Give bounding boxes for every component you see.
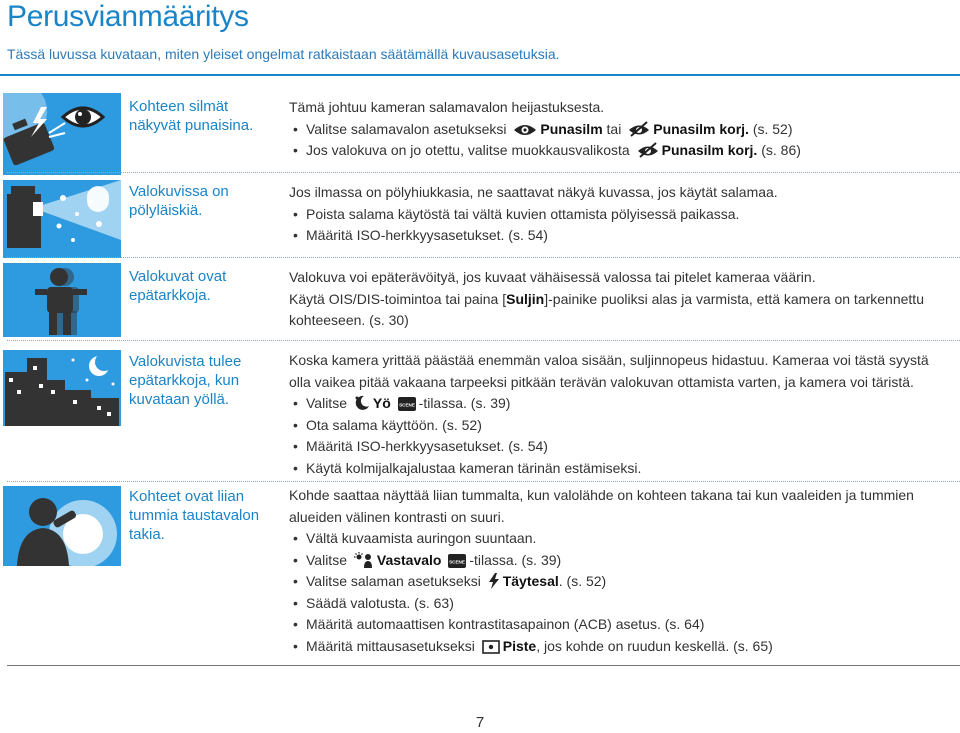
list-item: • Määritä mittausasetukseksi Piste, jos kohde on ruudun keskellä. (s. 65)	[289, 636, 949, 658]
list-item: • Valitse Yö SCENE -tilassa. (s. 39)	[289, 393, 949, 415]
list-item: • Säädä valotusta. (s. 63)	[289, 593, 949, 615]
row-intro: Jos ilmassa on pölyhiukkasia, ne saattavat näkyä kuvassa, jos käytät salamaa.	[289, 184, 778, 200]
row-intro: Koska kamera yrittää päästää enemmän valoa sisään, suljinnopeus hidastuu. Kameraa voi tästä syystä olla vaikea pitää vakaana tarpeeksi pitkään terävän valokuvan ottamista varten, ja kamera voi täristä.	[289, 352, 929, 390]
row-paragraph: Käytä OIS/DIS-toimintoa tai paina [Suljin]-painike puoliksi alas ja varmista, että kamera on tarkennettu kohteeseen. (s. 30)	[289, 290, 924, 328]
row-divider	[7, 340, 960, 341]
list-item: • Valitse Vastavalo SCENE -tilassa. (s. 39)	[289, 550, 949, 572]
spot-metering-icon	[482, 640, 500, 654]
red-eye-icon	[513, 123, 537, 137]
red-eye-flash-icon	[3, 93, 123, 175]
list-item: • Määritä automaattisen kontrastitasapainon (ACB) asetus. (s. 64)	[289, 614, 949, 636]
red-eye-fix-icon	[637, 142, 659, 158]
row-content-blurry	[289, 267, 949, 332]
night-city-icon	[3, 350, 123, 426]
row-label-dust: Valokuvissa on pölyläiskiä.	[129, 183, 229, 219]
backlight-icon	[354, 552, 374, 568]
scene-icon	[398, 397, 416, 411]
page-title: Perusvianmääritys	[7, 0, 249, 33]
blurry-person-icon	[3, 263, 123, 337]
row-content-backlight	[289, 485, 949, 657]
scene-icon	[448, 554, 466, 568]
dust-flash-icon	[3, 180, 123, 258]
row-label-night: Valokuvista tulee epätarkkoja, kun kuvataan yöllä.	[129, 353, 242, 408]
row-intro: Kohde saattaa näyttää liian tummalta, kun valolähde on kohteen takana tai kun vaaleiden ja tummien alueiden välinen kontrasti on suuri.	[289, 487, 914, 525]
page-subtitle: Tässä luvussa kuvataan, miten yleiset ongelmat ratkaistaan säätämällä kuvausasetuksia.	[7, 46, 560, 62]
row-intro: Tämä johtuu kameran salamavalon heijastuksesta.	[289, 99, 605, 115]
row-content-night	[289, 350, 949, 479]
red-eye-fix-icon	[628, 121, 650, 137]
row-divider	[7, 172, 960, 173]
row-paragraph: Valokuva voi epäterävöityä, jos kuvaat vähäisessä valossa tai pitelet kameraa väärin.	[289, 269, 816, 285]
list-item: • Määritä ISO-herkkyysasetukset. (s. 54)	[289, 436, 949, 458]
row-divider	[7, 481, 960, 482]
page-number: 7	[475, 714, 485, 731]
row-label-blurry: Valokuvat ovat epätarkkoja.	[129, 268, 227, 304]
list-item: • Vältä kuvaamista auringon suuntaan.	[289, 528, 949, 550]
list-item: • Ota salama käyttöön. (s. 52)	[289, 415, 949, 437]
row-content-red-eye	[289, 97, 949, 162]
list-item: • Käytä kolmijalkajalustaa kameran tärinän estämiseksi.	[289, 458, 949, 480]
backlight-person-icon	[3, 486, 123, 566]
list-item: • Valitse salamavalon asetukseksi Punasilm tai Punasilm korj. (s. 52)	[289, 119, 949, 141]
list-item: • Jos valokuva on jo otettu, valitse muokkausvalikosta Punasilm korj. (s. 86)	[289, 140, 949, 162]
list-item: • Valitse salaman asetukseksi Täytesal. (s. 52)	[289, 571, 949, 593]
row-label-red-eye: Kohteen silmät näkyvät punaisina.	[129, 98, 254, 134]
footer-divider	[7, 665, 960, 666]
header-divider	[0, 74, 960, 76]
row-content-dust	[289, 182, 949, 247]
svg-text:SCENE: SCENE	[449, 559, 466, 564]
night-moon-icon	[354, 395, 370, 411]
list-item: • Määritä ISO-herkkyysasetukset. (s. 54)	[289, 225, 949, 247]
row-label-backlight: Kohteet ovat liian tummia taustavalon takia.	[129, 488, 260, 543]
row-divider	[7, 257, 960, 258]
svg-text:SCENE: SCENE	[398, 402, 415, 408]
fill-flash-icon	[488, 573, 500, 589]
list-item: • Poista salama käytöstä tai vältä kuvien ottamista pölyisessä paikassa.	[289, 204, 949, 226]
